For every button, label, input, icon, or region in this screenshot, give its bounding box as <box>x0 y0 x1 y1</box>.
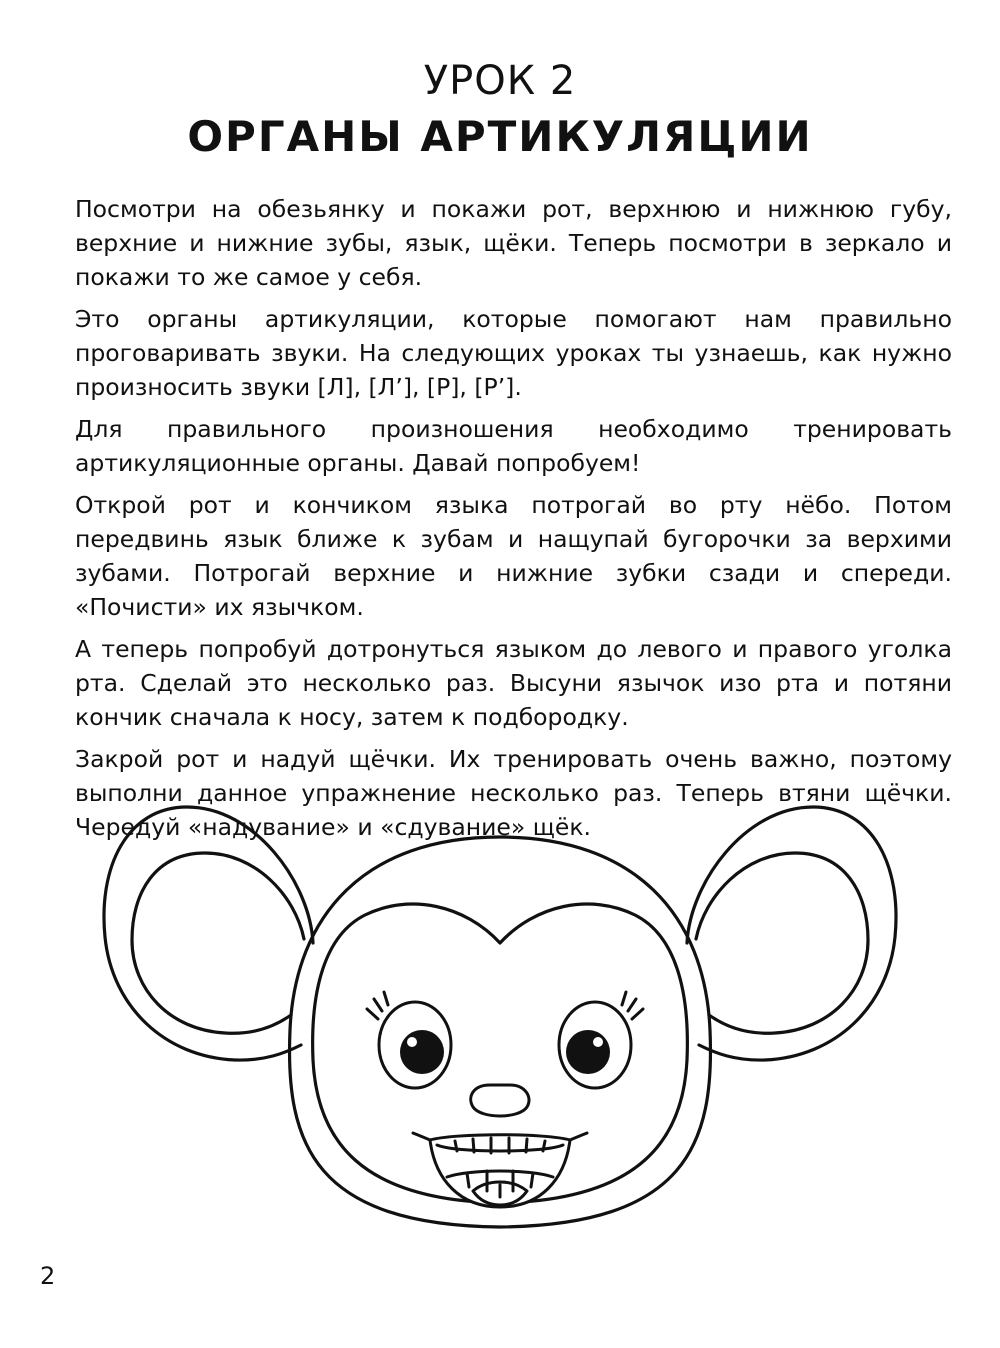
right-eyelashes <box>622 992 643 1019</box>
left-pupil <box>400 1030 444 1074</box>
paragraph-mouth-corners: А теперь попробуй дотронуться языком до левого и правого уголка рта. Сделай это несколько раз. Высуни язычок изо рта и потяни кончик сначала к носу, затем к подбородку. <box>75 635 952 731</box>
lesson-number: УРОК 2 <box>423 58 577 104</box>
right-pupil-highlight <box>593 1037 603 1047</box>
lesson-title: ОРГАНЫ АРТИКУЛЯЦИИ <box>187 112 813 161</box>
page-number: 2 <box>40 1262 56 1290</box>
paragraph-cheeks: Закрой рот и надуй щёчки. Их тренировать очень важно, поэтому выполни данное упражнение несколько раз. Теперь втяни щёчки. Чередуй «надувание» и «сдувание» щёк. <box>75 745 952 841</box>
nose <box>471 1085 529 1116</box>
paragraph-articulation-organs: Это органы артикуляции, которые помогают нам правильно проговаривать звуки. На следующих уроках ты узнаешь, как нужно произносить звуки [Л], [Л’], [Р], [Р’]. <box>75 305 952 401</box>
right-pupil <box>566 1030 610 1074</box>
left-pupil-highlight <box>407 1037 417 1047</box>
right-mouth-corner <box>570 1133 587 1140</box>
paragraph-tongue-palate: Открой рот и кончиком языка потрогай во рту нёбо. Потом передвинь язык ближе к зубам и нащупай бугорочки за верхими зубами. Потрогай верхние и нижние зубки сзади и спереди. «Почисти» их язычком. <box>75 491 952 621</box>
lesson-text <box>75 192 952 852</box>
left-mouth-corner <box>413 1133 430 1140</box>
left-eyelashes <box>367 992 388 1019</box>
paragraph-intro: Посмотри на обезьянку и покажи рот, верхнюю и нижнюю губу, верхние и нижние зубы, язык, щёки. Теперь посмотри в зеркало и покажи то же самое у себя. <box>75 195 952 291</box>
monkey-face-icon <box>95 795 905 1235</box>
right-ear-inner <box>696 853 868 1033</box>
left-ear-inner <box>132 853 304 1033</box>
paragraph-training: Для правильного произношения необходимо тренировать артикуляционные органы. Давай попробуем! <box>75 415 952 477</box>
